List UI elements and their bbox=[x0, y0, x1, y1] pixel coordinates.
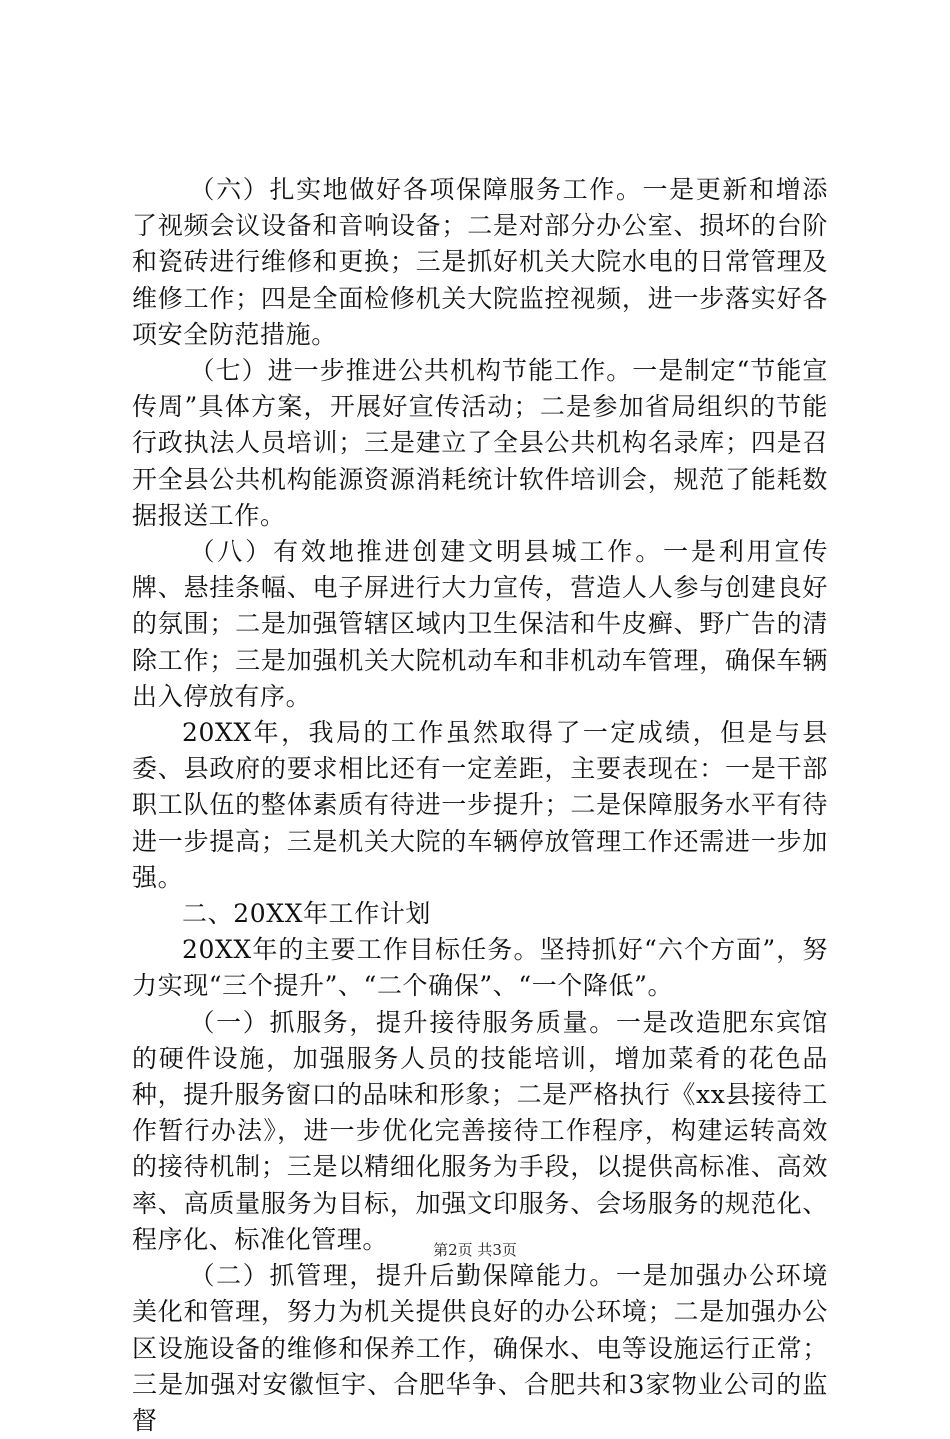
paragraph-section-8: （八）有效地推进创建文明县城工作。一是利用宣传牌、悬挂条幅、电子屏进行大力宣传，营造人人参与创建良好的氛围；二是加强管辖区域内卫生保洁和牛皮癣、野广告的清除工作；三是加强机关大院机动车和非机动车管理，确保车辆出入停放有序。 bbox=[132, 537, 828, 711]
heading-work-plan: 二、20XX年工作计划 bbox=[182, 899, 432, 929]
page-footer: 第2页 共3页 bbox=[433, 1241, 517, 1259]
paragraph-plan-1: （一）抓服务，提升接待服务质量。一是改造肥东宾馆的硬件设施，加强服务人员的技能培训，增加菜肴的花色品种，提升服务窗口的品味和形象；二是严格执行《xx县接待工作暂行办法》，进一步优化完善接待工作程序，构建运转高效的接待机制；三是以精细化服务为手段，以提供高标准、高效率、高质量服务为目标，加强文印服务、会场服务的规范化、程序化、标准化管理。 bbox=[132, 1007, 828, 1254]
paragraph-section-7: （七）进一步推进公共机构节能工作。一是制定“节能宣传周”具体方案，开展好宣传活动；二是参加省局组织的节能行政执法人员培训；三是建立了全县公共机构名录库；四是召开全县公共机构能源资源消耗统计软件培训会，规范了能耗数据报送工作。 bbox=[132, 356, 828, 530]
paragraph-main-goals: 20XX年的主要工作目标任务。坚持抓好“六个方面”，努力实现“三个提升”、“二个确保”、“一个降低”。 bbox=[132, 935, 828, 1001]
paragraph-summary: 20XX年，我局的工作虽然取得了一定成绩，但是与县委、县政府的要求相比还有一定差距，主要表现在：一是干部职工队伍的整体素质有待进一步提升；二是保障服务水平有待进一步提高；三是机关大院的车辆停放管理工作还需进一步加强。 bbox=[132, 718, 828, 892]
paragraph-section-6: （六）扎实地做好各项保障服务工作。一是更新和增添了视频会议设备和音响设备；二是对部分办公室、损坏的台阶和瓷砖进行维修和更换；三是抓好机关大院水电的日常管理及维修工作；四是全面检修机关大院监控视频，进一步落实好各项安全防范措施。 bbox=[132, 175, 828, 349]
paragraph-plan-2: （二）抓管理，提升后勤保障能力。一是加强办公环境美化和管理，努力为机关提供良好的办公环境；二是加强办公区设施设备的维修和保养工作，确保水、电等设施运行正常；三是加强对安徽恒宇、合肥华争、合肥共和3家物业公司的监督 bbox=[132, 1261, 828, 1435]
